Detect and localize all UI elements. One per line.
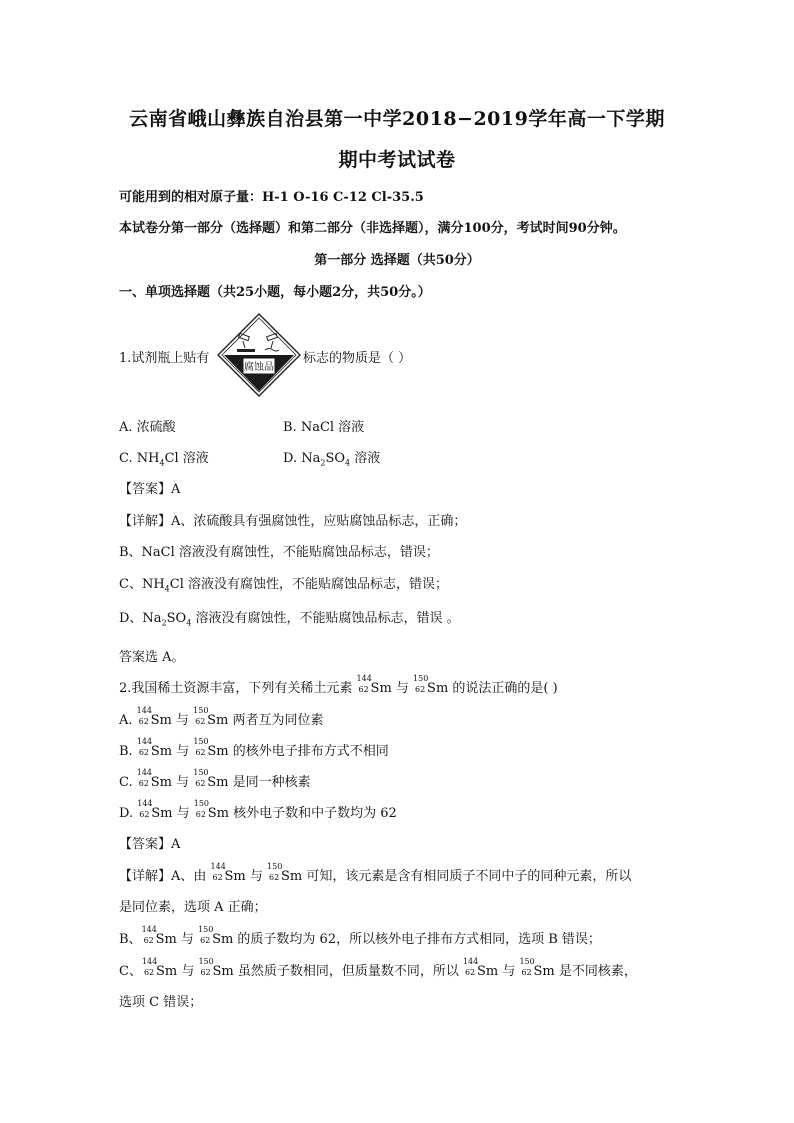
q2-stem: 2.我国稀土资源丰富，下列有关稀土元素 144 62 Sm 与 150 62 Sm 的说法正确的是( ) [119, 674, 558, 696]
q2-detail-c: C、 144 62 Sm 与 150 62 Sm 虽然质子数相同，但质量数不同，所以 144 62 Sm 与 150 62 Sm 是不同核素， [119, 957, 637, 979]
q2-detail-c-cont: 选项 C 错误； [119, 995, 203, 1010]
exam-title-line2: 期中考试试卷 [338, 149, 456, 171]
atomic-mass-note: 可能用到的相对原子量：H-1 O-16 C-12 Cl-35.5 [119, 190, 424, 205]
q2-answer: 【答案】A [119, 837, 181, 852]
q1-stem-prefix: 1.试剂瓶上贴有 [119, 351, 210, 366]
section1-heading: 一、单项选择题（共25小题，每小题2分，共50分。） [119, 285, 431, 300]
q2-detail-a-cont: 是同位素，选项 A 正确； [119, 900, 267, 915]
q2-option-a: A. 144 62 Sm 与 150 62 Sm 两者互为同位素 [119, 706, 324, 728]
part1-heading: 第一部分 选择题（共50分） [314, 253, 480, 268]
corrosive-sign-icon [217, 313, 301, 397]
q1-option-c: C. $NH_4Cl$ 溶液 [119, 451, 209, 468]
q1-option-a: A. 浓硫酸 [119, 420, 176, 435]
q1-option-d: D. $Na_2SO_4$ 溶液 [283, 451, 381, 468]
q1-stem-suffix: 标志的物质是（ ） [303, 351, 412, 366]
sign-label: 腐蚀品 [244, 362, 274, 373]
exam-title-line1: 云南省峨山彝族自治县第一中学2018−2019学年高一下学期 [129, 108, 665, 130]
q1-detail-a: 【详解】A、浓硫酸具有强腐蚀性，应贴腐蚀品标志，正确； [119, 514, 467, 529]
q1-conclusion: 答案选 A。 [119, 650, 185, 665]
q1-option-b: B. NaCl 溶液 [283, 420, 365, 435]
q1-detail-b: B、NaCl 溶液没有腐蚀性，不能贴腐蚀品标志，错误； [119, 545, 439, 560]
exam-intro: 本试卷分第一部分（选择题）和第二部分（非选择题），满分100分，考试时间90分钟。 [119, 221, 626, 236]
q1-detail-d: D、$Na_2SO_4$ 溶液没有腐蚀性，不能贴腐蚀品标志，错误 。 [119, 611, 460, 628]
q2-detail-a: 【详解】A、由 144 62 Sm 与 150 62 Sm 可知，该元素是含有相同质子不同中子的同种元素，所以 [119, 862, 632, 884]
q2-option-c: C. 144 62 Sm 与 150 62 Sm 是同一种核素 [119, 768, 311, 790]
q1-detail-c: C、$NH_4Cl$ 溶液没有腐蚀性，不能贴腐蚀品标志，错误； [119, 577, 449, 594]
q2-option-b: B. 144 62 Sm 与 150 62 Sm 的核外电子排布方式不相同 [119, 737, 389, 759]
q2-detail-b: B、 144 62 Sm 与 150 62 Sm 的质子数均为 62，所以核外电子排布方式相同，选项 B 错误； [119, 925, 601, 947]
q2-option-d: D. 144 62 Sm 与 150 62 Sm 核外电子数和中子数均为 62 [119, 799, 397, 821]
q1-answer: 【答案】A [119, 482, 181, 497]
